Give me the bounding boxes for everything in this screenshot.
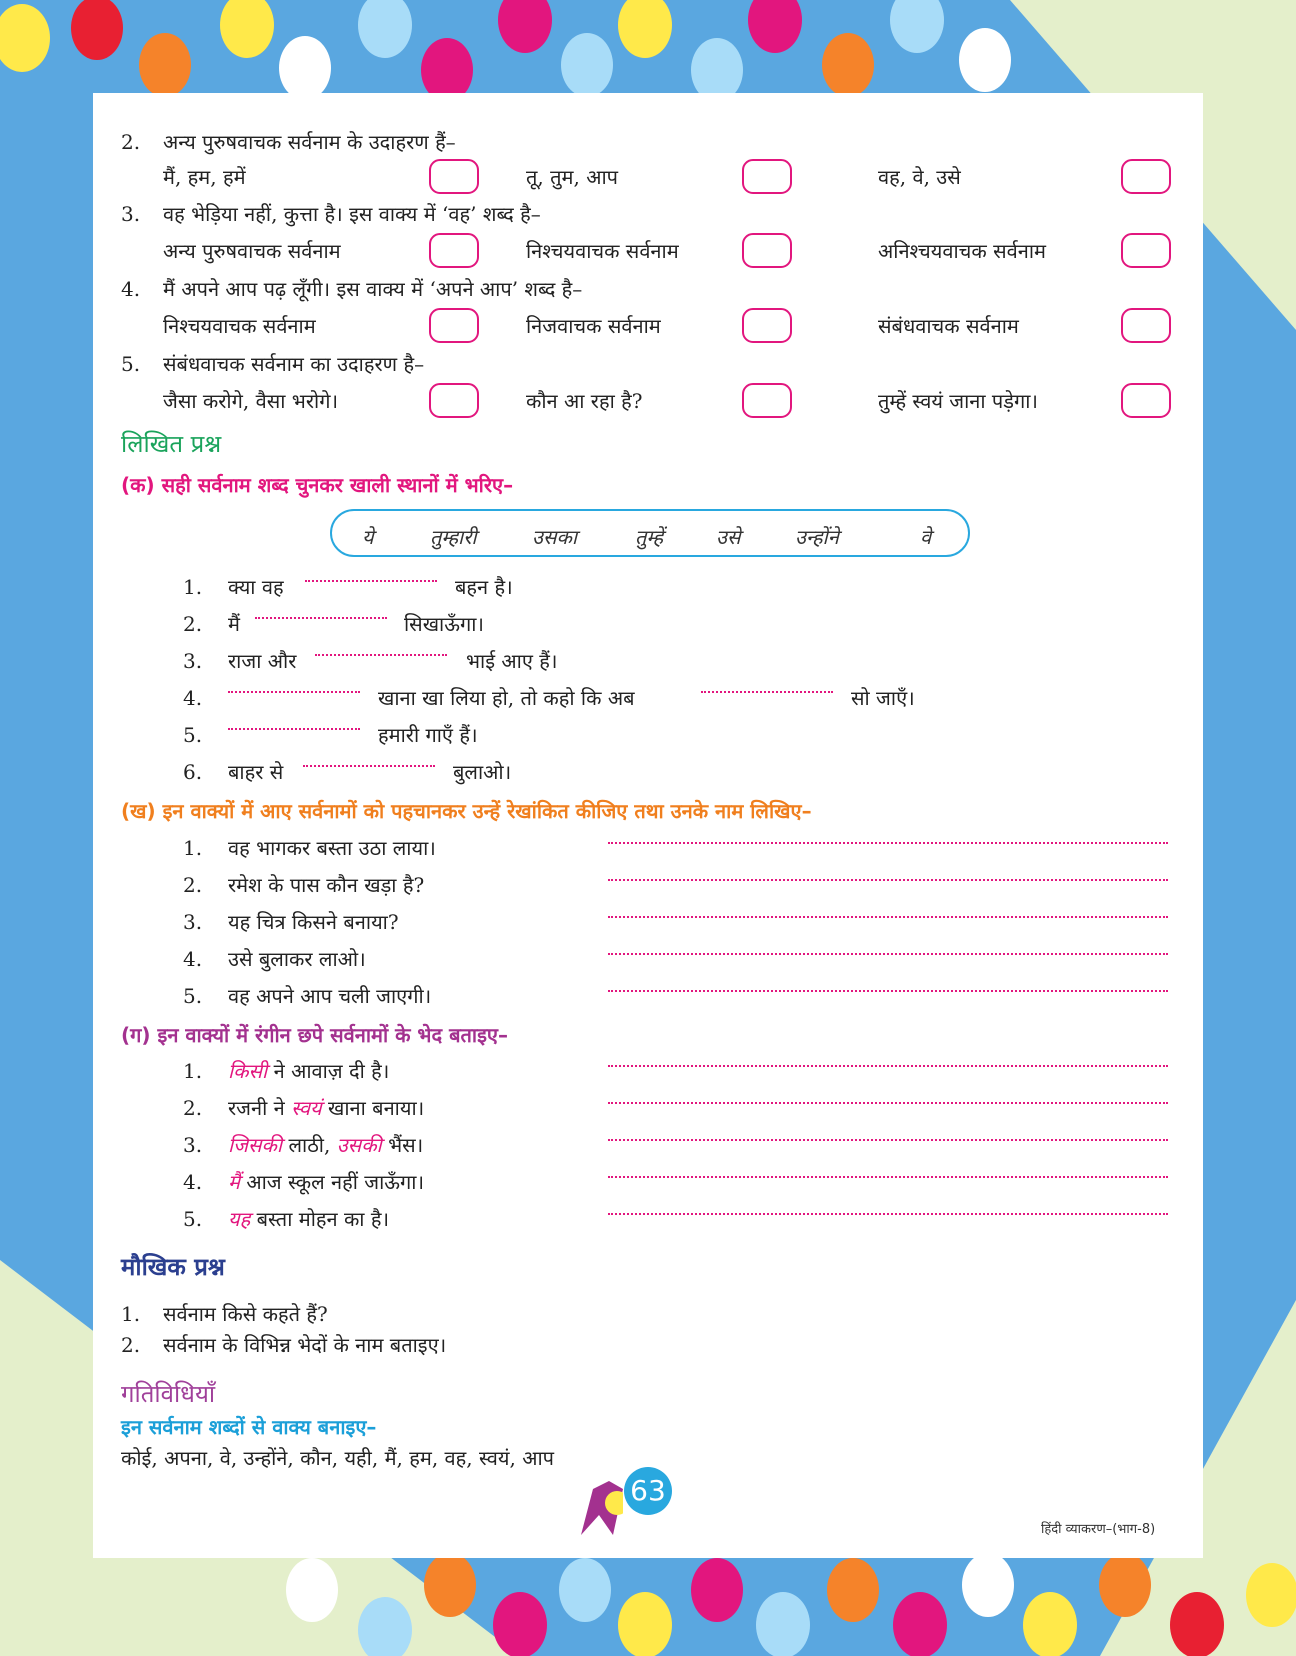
item-text: किसी ने आवाज़ दी है। <box>228 1059 390 1083</box>
item-text: यह चित्र किसने बनाया? <box>228 910 399 934</box>
item-number: 3. <box>183 910 203 934</box>
item-text: भाई आए हैं। <box>466 649 558 673</box>
answer-box[interactable] <box>742 308 792 343</box>
item-number: 1. <box>183 575 203 599</box>
item-number: 1. <box>121 1302 141 1326</box>
blank-line[interactable] <box>305 580 437 582</box>
item-text: जिसकी लाठी, उसकी भैंस। <box>228 1133 424 1157</box>
option-label: तू, तुम, आप <box>526 165 618 189</box>
word-bank <box>330 509 970 557</box>
option-label: अनिश्चयवाचक सर्वनाम <box>878 239 1046 263</box>
highlighted-pronoun: यह <box>228 1207 251 1231</box>
item-text: बुलाओ। <box>453 760 512 784</box>
option-label: मैं, हम, हमें <box>163 165 246 189</box>
word-bank-item: तुम्हें <box>635 525 664 549</box>
answer-box[interactable] <box>1121 308 1171 343</box>
question-text: मैं अपने आप पढ़ लूँगी। इस वाक्य में ‘अपने आप’ शब्द है– <box>163 277 583 301</box>
item-text: वह भागकर बस्ता उठा लाया। <box>228 836 436 860</box>
item-number: 1. <box>183 1059 203 1083</box>
item-text: सिखाऊँगा। <box>404 612 484 636</box>
option-label: संबंधवाचक सर्वनाम <box>878 314 1019 338</box>
item-number: 5. <box>183 1207 203 1231</box>
item-number: 2. <box>121 1333 141 1357</box>
blank-line[interactable] <box>315 654 447 656</box>
item-text: यह बस्ता मोहन का है। <box>228 1207 390 1231</box>
option-label: तुम्हें स्वयं जाना पड़ेगा। <box>878 389 1039 413</box>
highlighted-pronoun: किसी <box>228 1059 268 1083</box>
answer-line[interactable] <box>608 1102 1168 1104</box>
option-label: कौन आ रहा है? <box>526 389 643 413</box>
answer-line[interactable] <box>608 953 1168 955</box>
word-bank-item: उसका <box>532 525 578 549</box>
item-number: 3. <box>183 649 203 673</box>
blank-line[interactable] <box>303 765 435 767</box>
item-number: 5. <box>183 723 203 747</box>
item-number: 2. <box>183 612 203 636</box>
highlighted-pronoun: मैं <box>228 1170 240 1194</box>
item-text: मैं आज स्कूल नहीं जाऊँगा। <box>228 1170 425 1194</box>
answer-box[interactable] <box>742 233 792 268</box>
item-text: उसे बुलाकर लाओ। <box>228 947 366 971</box>
item-text: रमेश के पास कौन खड़ा है? <box>228 873 425 897</box>
option-label: अन्य पुरुषवाचक सर्वनाम <box>163 239 341 263</box>
answer-box[interactable] <box>429 233 479 268</box>
answer-line[interactable] <box>608 916 1168 918</box>
item-number: 4. <box>183 686 203 710</box>
answer-line[interactable] <box>608 990 1168 992</box>
item-text: बाहर से <box>228 760 284 784</box>
option-label: जैसा करोगे, वैसा भरोगे। <box>163 389 339 413</box>
item-text: बहन है। <box>455 575 513 599</box>
item-text: मैं <box>228 612 240 636</box>
written-heading: लिखित प्रश्न <box>121 430 222 458</box>
highlighted-pronoun: उसकी <box>336 1133 382 1157</box>
option-label: निजवाचक सर्वनाम <box>526 314 661 338</box>
word-bank-item: उन्होंने <box>795 525 839 549</box>
item-text: वह अपने आप चली जाएगी। <box>228 984 432 1008</box>
answer-line[interactable] <box>608 1065 1168 1067</box>
item-text: सर्वनाम किसे कहते हैं? <box>163 1302 328 1326</box>
question-number: 3. <box>121 202 141 226</box>
highlighted-pronoun: स्वयं <box>291 1096 322 1120</box>
item-number: 4. <box>183 1170 203 1194</box>
item-number: 3. <box>183 1133 203 1157</box>
page-number: 63 <box>624 1467 672 1515</box>
item-number: 5. <box>183 984 203 1008</box>
section-kha-title: (ख) इन वाक्यों में आए सर्वनामों को पहचानकर उन्हें रेखांकित कीजिए तथा उनके नाम लिखिए– <box>121 799 812 823</box>
answer-box[interactable] <box>429 159 479 194</box>
answer-box[interactable] <box>1121 383 1171 418</box>
activities-words: कोई, अपना, वे, उन्होंने, कौन, यही, मैं, हम, वह, स्वयं, आप <box>121 1446 555 1470</box>
oral-heading: मौखिक प्रश्न <box>121 1252 225 1281</box>
question-text: वह भेड़िया नहीं, कुत्ता है। इस वाक्य में ‘वह’ शब्द है– <box>163 202 541 226</box>
option-label: वह, वे, उसे <box>878 165 961 189</box>
activities-heading: गतिविधियाँ <box>121 1380 216 1408</box>
item-number: 1. <box>183 836 203 860</box>
item-text: सर्वनाम के विभिन्न भेदों के नाम बताइए। <box>163 1333 447 1357</box>
item-text: राजा और <box>228 649 297 673</box>
worksheet-page <box>93 93 1203 1558</box>
answer-box[interactable] <box>742 159 792 194</box>
word-bank-item: ये <box>362 525 374 549</box>
word-bank-item: वे <box>920 525 932 549</box>
word-bank-item: उसे <box>716 525 741 549</box>
question-number: 5. <box>121 352 141 376</box>
item-number: 6. <box>183 760 203 784</box>
answer-box[interactable] <box>1121 159 1171 194</box>
answer-box[interactable] <box>1121 233 1171 268</box>
bookmark-ribbon-icon <box>579 1479 623 1535</box>
book-title: हिंदी व्याकरण–(भाग-8) <box>1041 1522 1156 1537</box>
blank-line[interactable] <box>701 691 833 693</box>
answer-box[interactable] <box>742 383 792 418</box>
answer-line[interactable] <box>608 842 1168 844</box>
question-text: अन्य पुरुषवाचक सर्वनाम के उदाहरण हैं– <box>163 130 456 154</box>
question-number: 4. <box>121 277 141 301</box>
answer-line[interactable] <box>608 879 1168 881</box>
blank-line[interactable] <box>228 691 360 693</box>
answer-line[interactable] <box>608 1176 1168 1178</box>
answer-line[interactable] <box>608 1139 1168 1141</box>
item-text: सो जाएँ। <box>851 686 915 710</box>
blank-line[interactable] <box>255 617 387 619</box>
item-text: क्या वह <box>228 575 284 599</box>
question-number: 2. <box>121 130 141 154</box>
activities-subtitle: इन सर्वनाम शब्दों से वाक्य बनाइए– <box>121 1415 377 1439</box>
answer-line[interactable] <box>608 1213 1168 1215</box>
section-ga-title: (ग) इन वाक्यों में रंगीन छपे सर्वनामों के भेद बताइए– <box>121 1023 508 1047</box>
item-number: 2. <box>183 873 203 897</box>
item-text: हमारी गाएँ हैं। <box>378 723 478 747</box>
item-number: 4. <box>183 947 203 971</box>
item-text: रजनी ने स्वयं खाना बनाया। <box>228 1096 425 1120</box>
blank-line[interactable] <box>228 728 360 730</box>
highlighted-pronoun: जिसकी <box>228 1133 283 1157</box>
option-label: निश्चयवाचक सर्वनाम <box>526 239 679 263</box>
item-number: 2. <box>183 1096 203 1120</box>
answer-box[interactable] <box>429 383 479 418</box>
option-label: निश्चयवाचक सर्वनाम <box>163 314 316 338</box>
word-bank-item: तुम्हारी <box>430 525 477 549</box>
section-ka-title: (क) सही सर्वनाम शब्द चुनकर खाली स्थानों में भरिए– <box>121 473 514 497</box>
answer-box[interactable] <box>429 308 479 343</box>
question-text: संबंधवाचक सर्वनाम का उदाहरण है– <box>163 352 425 376</box>
item-text: खाना खा लिया हो, तो कहो कि अब <box>378 686 635 710</box>
